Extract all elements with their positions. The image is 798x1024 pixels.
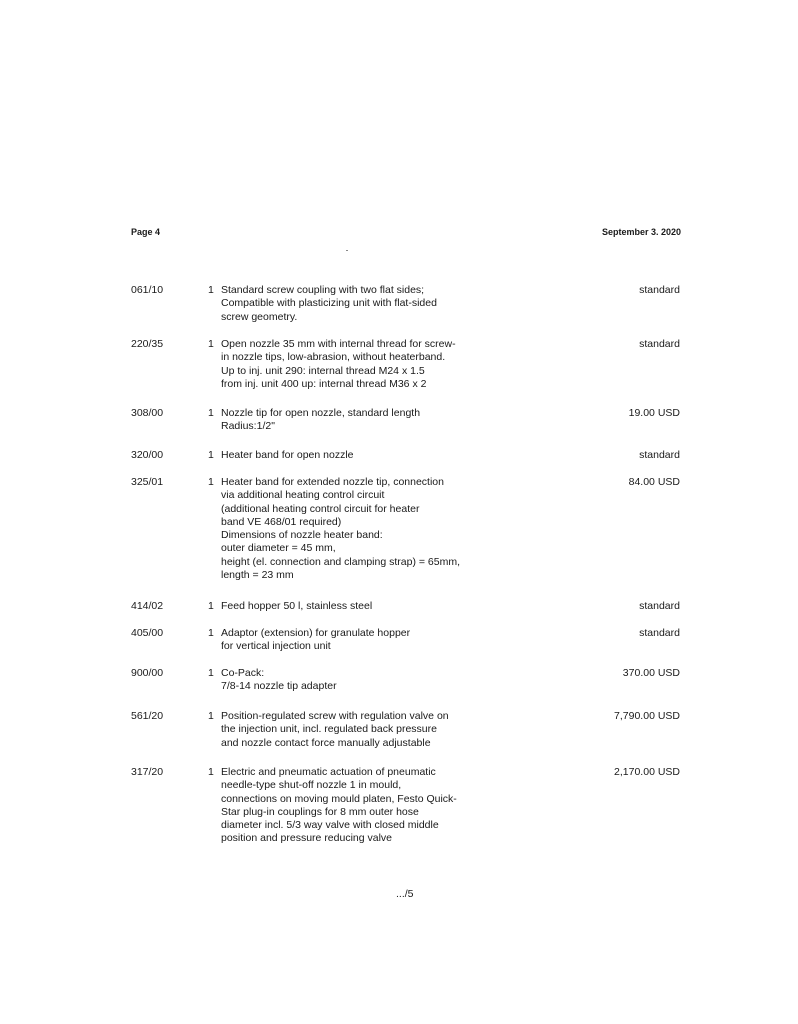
item-quantity: 1 — [208, 338, 214, 350]
item-description — [221, 338, 511, 391]
item-price: 84.00 USD — [628, 476, 680, 488]
item-price: standard — [639, 627, 680, 639]
item-description — [221, 600, 511, 613]
item-price: 2,170.00 USD — [614, 766, 680, 778]
description-line: Star plug-in couplings for 8 mm outer hose — [221, 805, 419, 818]
description-line: position and pressure reducing valve — [221, 832, 393, 845]
description-line: (additional heating control circuit for heater — [221, 502, 420, 515]
description-line: in nozzle tips, low-abrasion, without heaterband. — [221, 351, 446, 364]
item-number: 325/01 — [131, 476, 164, 488]
item-price: standard — [639, 600, 680, 612]
description-line: Radius:1/2" — [221, 420, 275, 433]
item-number: 061/10 — [131, 284, 164, 296]
item-quantity: 1 — [208, 600, 214, 612]
item-quantity: 1 — [208, 766, 214, 778]
document-date: September 3. 2020 — [601, 227, 681, 237]
item-description — [221, 667, 511, 694]
item-quantity: 1 — [208, 476, 214, 488]
description-line: 7/8-14 nozzle tip adapter — [221, 680, 337, 693]
description-line: outer diameter = 45 mm, — [221, 542, 336, 555]
item-price: 19.00 USD — [628, 407, 680, 419]
item-description — [221, 407, 511, 434]
description-line: needle-type shut-off nozzle 1 in mould, — [221, 779, 402, 792]
description-line: length = 23 mm — [221, 569, 294, 582]
description-line: height (el. connection and clamping strap) = 65mm, — [221, 555, 461, 568]
item-price: standard — [639, 338, 680, 350]
item-description — [221, 766, 511, 846]
description-line: the injection unit, incl. regulated back pressure — [221, 723, 437, 736]
item-description — [221, 284, 511, 324]
description-line: via additional heating control circuit — [221, 489, 385, 502]
item-number: 220/35 — [131, 338, 164, 350]
description-line: diameter incl. 5/3 way valve with closed middle — [221, 819, 439, 832]
continuation-marker: .../5 — [396, 888, 414, 900]
item-number: 317/20 — [131, 766, 164, 778]
item-price: standard — [639, 449, 680, 461]
description-line: Electric and pneumatic actuation of pneumatic — [221, 766, 436, 778]
description-line: screw geometry. — [221, 310, 298, 323]
item-quantity: 1 — [208, 627, 214, 639]
description-line: connections on moving mould platen, Festo Quick- — [221, 792, 457, 805]
item-price: standard — [639, 284, 680, 296]
description-line: Dimensions of nozzle heater band: — [221, 529, 383, 542]
description-line: Nozzle tip for open nozzle, standard length — [221, 407, 421, 419]
item-price: 370.00 USD — [622, 667, 680, 679]
item-quantity: 1 — [208, 667, 214, 679]
item-number: 561/20 — [131, 710, 164, 722]
description-line: Co-Pack: — [221, 667, 265, 679]
description-line: Standard screw coupling with two flat sides; — [221, 284, 425, 296]
item-number: 405/00 — [131, 627, 164, 639]
description-line: and nozzle contact force manually adjustable — [221, 736, 431, 749]
page-number-label: Page 4 — [131, 227, 161, 237]
item-quantity: 1 — [208, 449, 214, 461]
description-line: Position-regulated screw with regulation valve on — [221, 710, 449, 722]
item-quantity: 1 — [208, 284, 214, 296]
item-number: 414/02 — [131, 600, 164, 612]
item-price: 7,790.00 USD — [614, 710, 680, 722]
item-description — [221, 710, 511, 750]
description-line: Up to inj. unit 290: internal thread M24 x 1.5 — [221, 364, 425, 377]
description-line: for vertical injection unit — [221, 640, 331, 653]
description-line: Feed hopper 50 l, stainless steel — [221, 600, 373, 612]
description-line: band VE 468/01 required) — [221, 515, 342, 528]
item-number: 900/00 — [131, 667, 164, 679]
scan-speck — [346, 250, 348, 251]
item-number: 320/00 — [131, 449, 164, 461]
item-description — [221, 476, 511, 582]
item-quantity: 1 — [208, 710, 214, 722]
description-line: Heater band for extended nozzle tip, connection — [221, 476, 444, 488]
item-quantity: 1 — [208, 407, 214, 419]
description-line: Open nozzle 35 mm with internal thread for screw- — [221, 338, 456, 350]
item-number: 308/00 — [131, 407, 164, 419]
item-description — [221, 627, 511, 654]
item-description — [221, 449, 511, 462]
description-line: from inj. unit 400 up: internal thread M36 x 2 — [221, 377, 427, 390]
description-line: Adaptor (extension) for granulate hopper — [221, 627, 411, 639]
description-line: Compatible with plasticizing unit with flat-sided — [221, 297, 437, 310]
description-line: Heater band for open nozzle — [221, 449, 354, 461]
